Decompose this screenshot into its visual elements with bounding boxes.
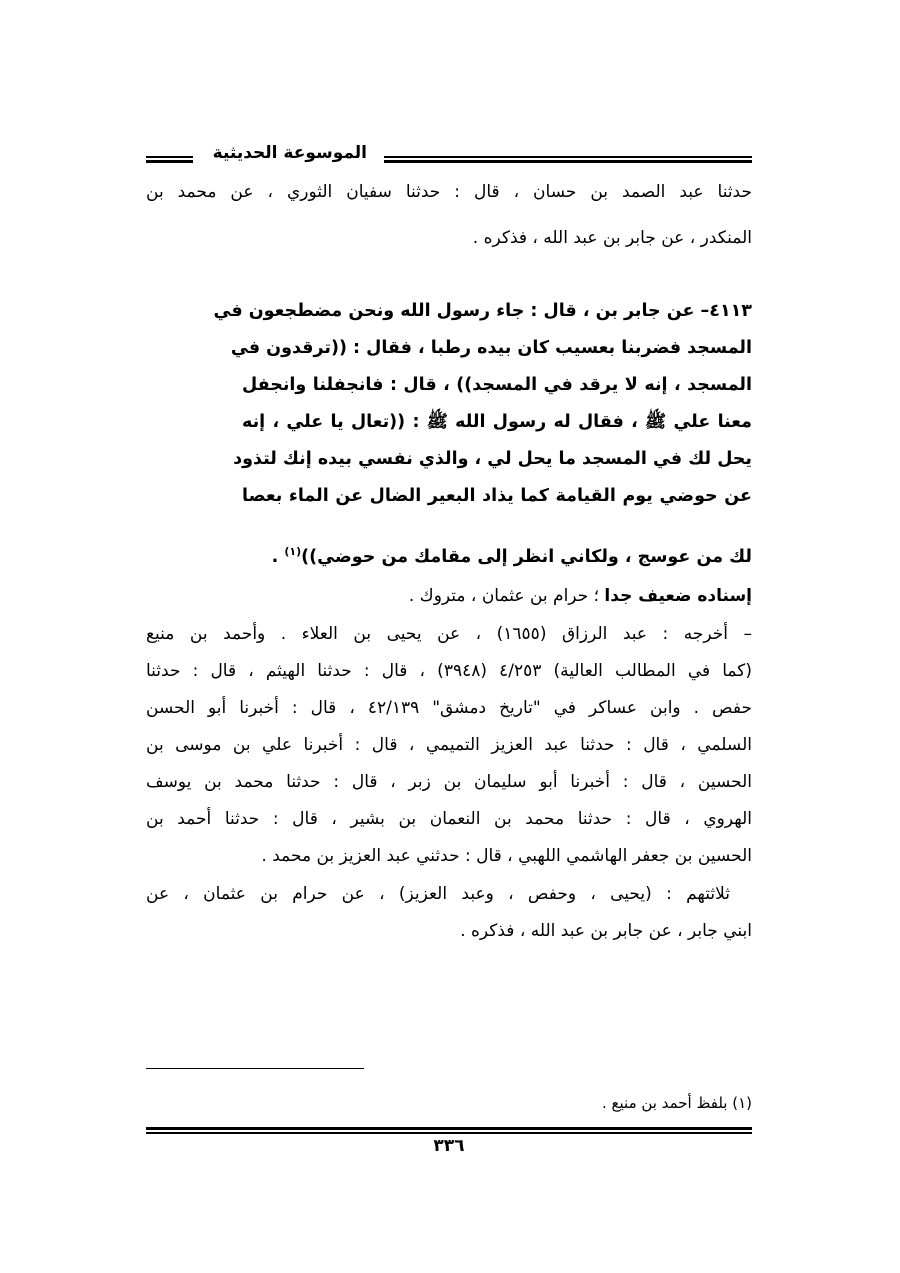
footer-double-rule (146, 1127, 752, 1134)
takhrij-line: – أخرجه : عبد الرزاق (١٦٥٥) ، عن يحيى بن العلاء . وأحمد بن منيع (146, 624, 752, 644)
takhrij-line: حفص . وابن عساكر في "تاريخ دمشق" ٤٢/١٣٩ ، قال : أخبرنا أبو الحسن (146, 698, 752, 718)
hadith-line: – عن جابر بن ، قال : جاء رسول الله ونحن مضطجعون في (213, 301, 710, 321)
takhrij-line: الهروي ، قال : حدثنا محمد بن النعمان بن بشير ، قال : حدثنا أحمد بن (146, 809, 752, 829)
header-double-rule-left (146, 156, 193, 163)
hadith-last-line (242, 540, 752, 569)
running-header-title: الموسوعة الحديثية (212, 143, 367, 163)
takhrij-line: الحسين ، قال : أخبرنا أبو سليمان بن زبر ، قال : حدثنا محمد بن يوسف (146, 772, 752, 792)
hadith-line: المسجد فضربنا بعسيب كان بيده رطبا ، فقال : ((ترقدون في (230, 338, 752, 358)
intro-line: حدثنا عبد الصمد بن حسان ، قال : حدثنا سفيان الثوري ، عن محمد بن (146, 182, 752, 202)
grading-line (146, 584, 752, 608)
summary-line: ابني جابر ، عن جابر بن عبد الله ، فذكره . (460, 921, 752, 941)
takhrij-line: السلمي ، قال : حدثنا عبد العزيز التميمي ، قال : أخبرنا علي بن موسى بن (146, 735, 752, 755)
hadith-line: لك من عوسج ، ولكاني انظر إلى مقامك من حوضي)) (301, 546, 752, 567)
hadith-first-line (146, 299, 752, 323)
hadith-line: عن حوضي يوم القيامة كما يذاد البعير الضال عن الماء بعصا (242, 486, 752, 506)
footnote-separator (146, 1068, 364, 1069)
intro-line: المنكدر ، عن جابر بن عبد الله ، فذكره . (472, 228, 752, 248)
grading-note: ؛ حرام بن عثمان ، متروك . (408, 586, 605, 606)
footnote-text: (١) بلفظ أحمد بن منيع . (602, 1094, 752, 1112)
hadith-line: المسجد ، إنه لا يرقد في المسجد)) ، قال : فانجفلنا وانجفل (242, 375, 752, 395)
footnote-reference[interactable]: (١) (284, 545, 302, 558)
takhrij-line: (كما في المطالب العالية) ٤/٢٥٣ (٣٩٤٨) ، قال : حدثنا الهيثم ، قال : حدثنا (146, 661, 752, 681)
takhrij-line: الحسين بن جعفر الهاشمي اللهبي ، قال : حدثني عبد العزيز بن محمد . (261, 846, 752, 866)
hadith-end-mark: . (271, 546, 285, 567)
summary-line: ثلاثتهم : (يحيى ، وحفص ، وعبد العزيز) ، عن حرام بن عثمان ، عن (146, 884, 730, 904)
hadith-number: ٤١١٣ (709, 301, 752, 321)
hadith-line: معنا علي ﷺ ، فقال له رسول الله ﷺ : ((تعال يا علي ، إنه (242, 412, 752, 432)
running-header (146, 140, 752, 180)
header-double-rule-right (384, 156, 752, 163)
grading-label: إسناده ضعيف جدا (604, 586, 752, 606)
page-number: ٣٣٦ (433, 1136, 465, 1156)
hadith-line: يحل لك في المسجد ما يحل لي ، والذي نفسي بيده إنك لتذود (233, 449, 752, 469)
